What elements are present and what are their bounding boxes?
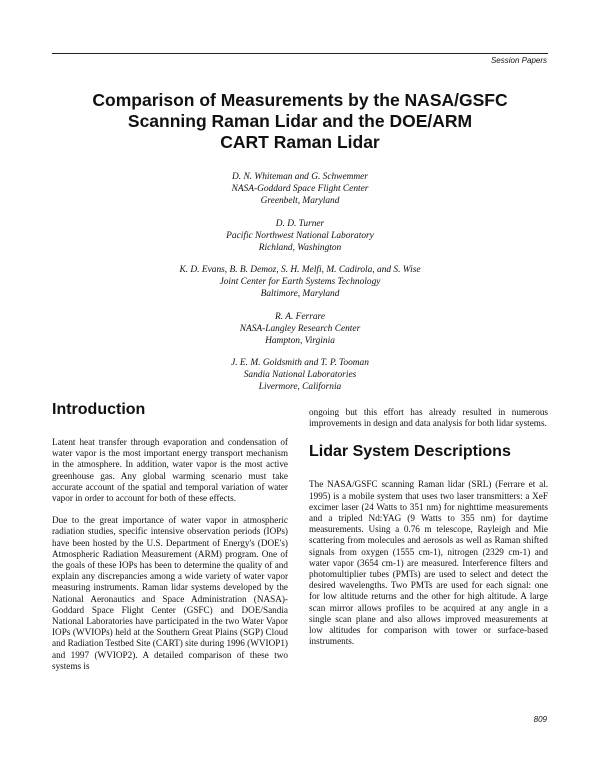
lidar-paragraph: The NASA/GSFC scanning Raman lidar (SRL) (Ferrare et al. 1995) is a mobile system that uses two laser transmitters: a XeF excimer laser (24 Watts to 351 nm) for nighttime measurements and a tripled Nd:YAG (9 Watts to 355 nm) for daytime measurements. Using a 0.76 m telescope, Rayleigh and Mie scattering from molecules and aerosols as well as Raman shifted signals from oxygen (1555 cm-1), nitrogen (2329 cm-1) and water vapor (3654 cm-1) are measured. Interference filters and photomultiplier tubes (PMTs) are used to select and detect the desired wavelengths. Two PMTs are used for each signal: one for low altitude returns and the other for high altitude. A large scan mirror allows profiles to be acquired at any angle in a single scan plane and also allows improved measurements at low altitudes for comparison with tower or surface-based instruments. — [309, 479, 548, 647]
intro-paragraph: Due to the great importance of water vapor in atmospheric radiation studies, specific intensive observation periods (IOPs) have been hosted by the U.S. Department of Energy's (DOE's) Atmospheric Radiation Measurement (ARM) program. One of the goals of these IOPs has been to determine the quality of and explain any discrepancies among a wide variety of water vapor measuring instruments. Raman lidar systems developed by the National Aeronautics and Space Administration (NASA)-Goddard Space Flight Center (GSFC) and DOE/Sandia National Laboratories have participated in the two Water Vapor IOPs (WVIOPs) held at the Southern Great Plains (SGP) Cloud and Radiation Testbed Site (CART) site during 1996 (WVIOP1) and 1997 (WVIOP2). A detailed comparison of these two systems is — [52, 515, 288, 671]
author-group — [0, 357, 600, 393]
paper-title — [0, 90, 600, 153]
author-location: Hampton, Virginia — [265, 335, 335, 346]
author-names: D. N. Whiteman and G. Schwemmer — [232, 172, 368, 182]
title-line: Comparison of Measurements by the NASA/GSFC — [92, 90, 508, 110]
title-line: Scanning Raman Lidar and the DOE/ARM — [127, 111, 473, 131]
author-group — [0, 218, 600, 254]
intro-continuation: ongoing but this effort has already resulted in numerous improvements in design and data analysis for both lidar systems. — [309, 407, 548, 429]
author-location: Baltimore, Maryland — [260, 289, 340, 299]
author-group — [0, 264, 600, 300]
author-affiliation: Pacific Northwest National Laboratory — [226, 230, 374, 241]
title-line: CART Raman Lidar — [220, 132, 380, 152]
right-column — [309, 407, 548, 658]
header-rule — [52, 53, 548, 54]
author-location: Richland, Washington — [258, 242, 342, 253]
running-header: Session Papers — [490, 56, 547, 65]
section-heading-introduction: Introduction — [52, 401, 146, 418]
author-affiliation: NASA-Goddard Space Flight Center — [231, 184, 369, 194]
author-names: K. D. Evans, B. B. Demoz, S. H. Melfi, M. Cadirola, and S. Wise — [179, 265, 421, 275]
author-names: D. D. Turner — [275, 218, 325, 229]
section-heading-lidar: Lidar System Descriptions — [309, 443, 511, 461]
author-block — [0, 171, 600, 404]
author-group — [0, 311, 600, 347]
page-number: 809 — [533, 715, 547, 724]
author-group — [0, 171, 600, 207]
author-affiliation: Joint Center for Earth Systems Technology — [219, 277, 381, 287]
author-location: Livermore, California — [258, 382, 342, 392]
author-location: Greenbelt, Maryland — [260, 196, 340, 206]
author-names: R. A. Ferrare — [275, 311, 325, 322]
author-names: J. E. M. Goldsmith and T. P. Tooman — [231, 358, 369, 368]
author-affiliation: Sandia National Laboratories — [243, 370, 357, 380]
author-affiliation: NASA-Langley Research Center — [239, 323, 361, 334]
intro-paragraph: Latent heat transfer through evaporation and condensation of water vapor is the most important energy transport mechanism in the atmosphere. In addition, water vapor is the most active greenhouse gas. Any global warming scenario must take accurate account of the spatial and temporal variation of water vapor in order to account for both of these effects. — [52, 437, 288, 504]
left-column — [52, 400, 288, 683]
